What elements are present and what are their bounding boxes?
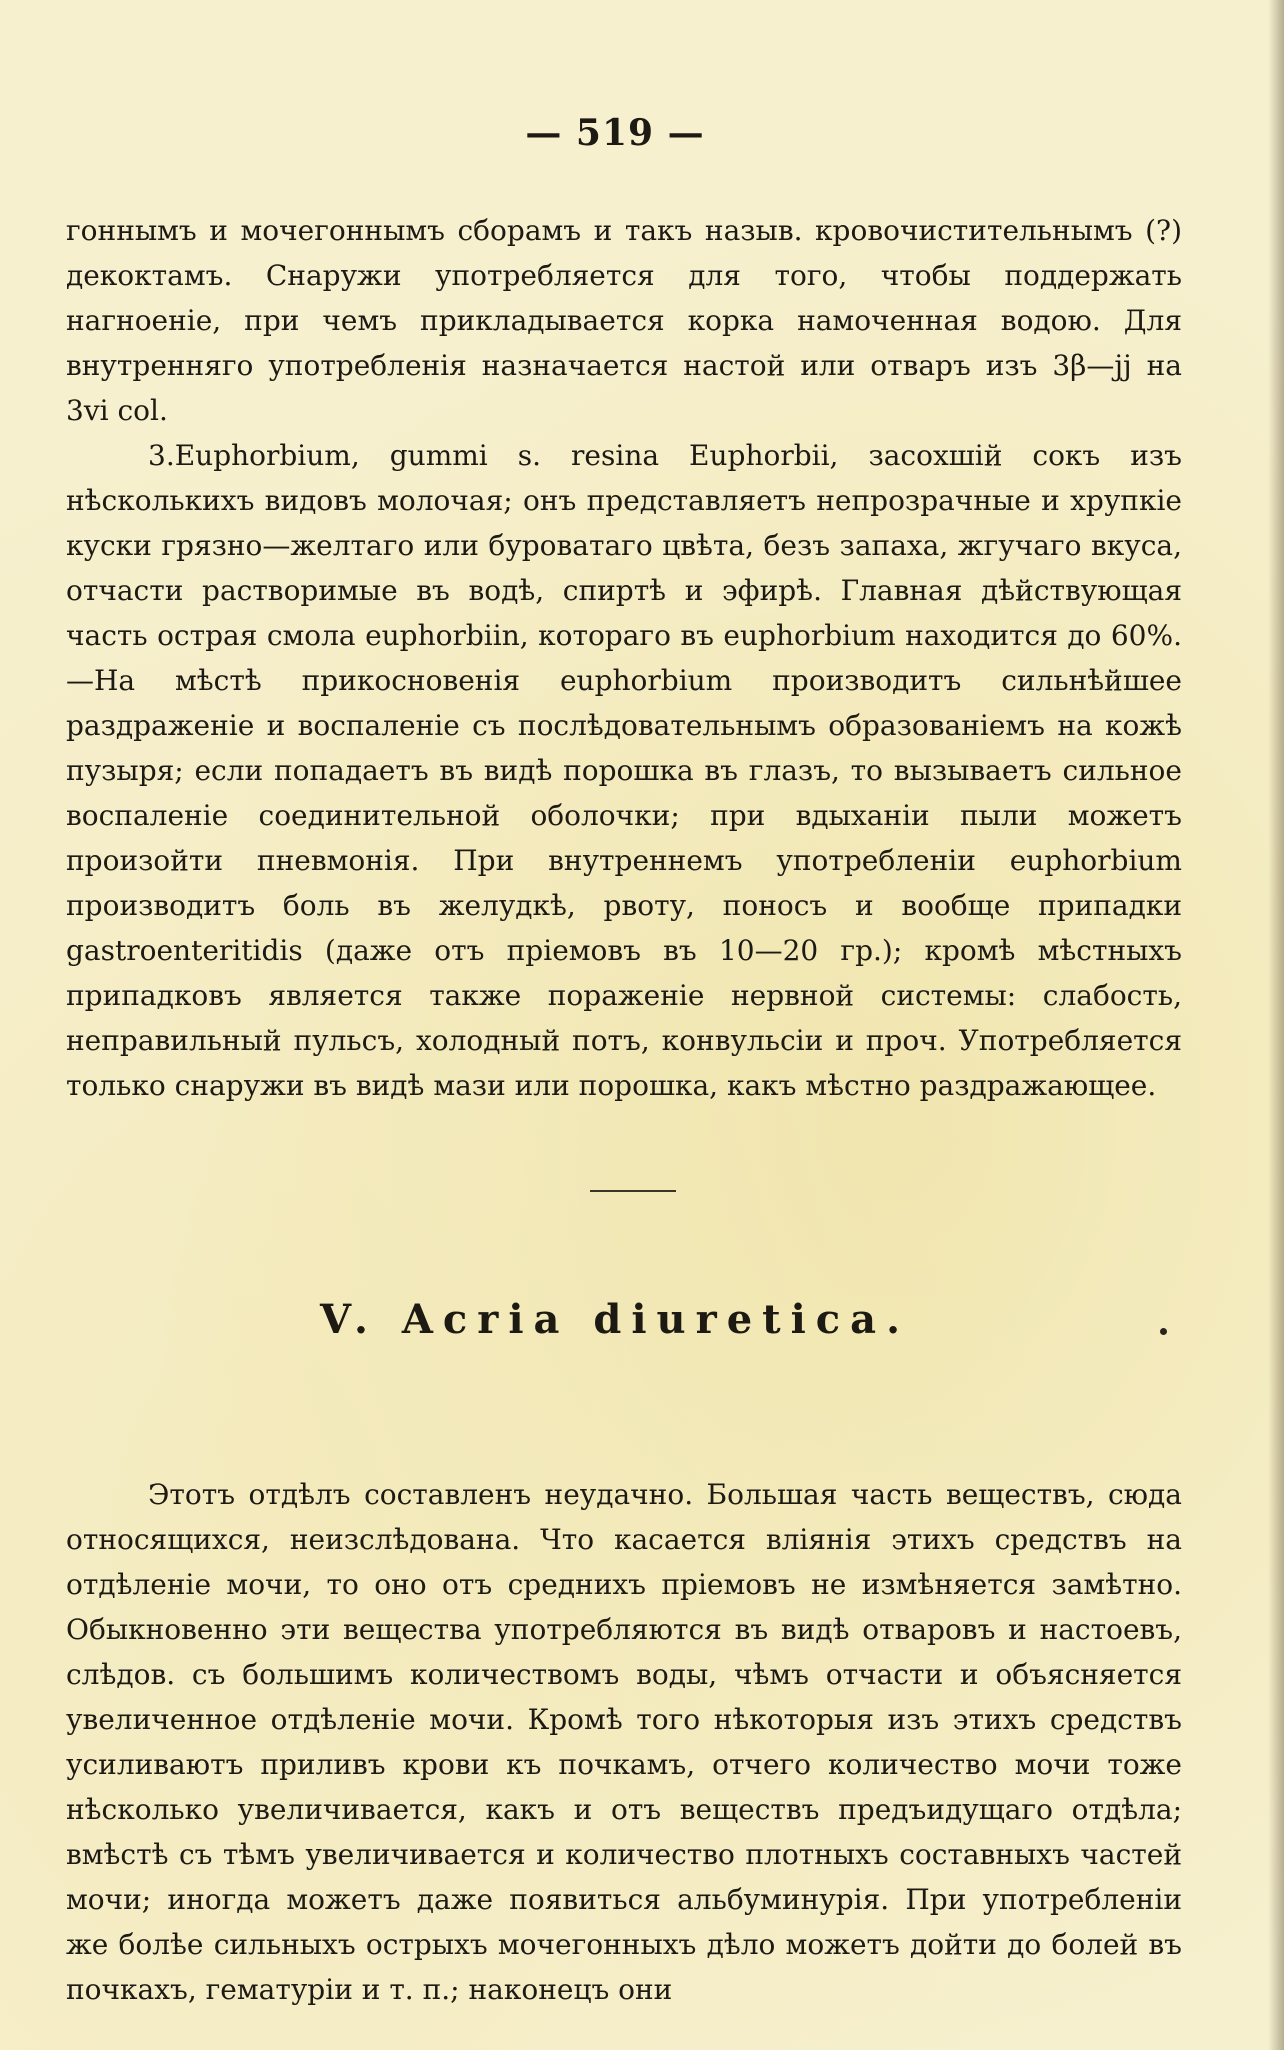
section-divider: [590, 1190, 676, 1192]
paragraph-continued: гоннымъ и мочегоннымъ сборамъ и такъ назыв. кровочистительнымъ (?) декоктамъ. Снаружи употребляется для того, чтобы поддержать нагноеніе, при чемъ прикладывается корка намоченная водою. Для внутренняго употребленія назначается настой или отваръ изъ 3β—jj на 3vi col.: [66, 214, 1182, 427]
print-speck: [1160, 1328, 1167, 1335]
page-number: — 519 —: [525, 112, 705, 154]
section-heading: V. Acria diuretica.: [319, 1296, 911, 1343]
text-block-continuation: [66, 208, 1182, 1108]
text-block-acria-diuretica: [66, 1472, 1182, 2012]
page-edge-shadow: [1268, 0, 1284, 2050]
paragraph-acria-diuretica: Этотъ отдѣлъ составленъ неудачно. Большая часть веществъ, сюда относящихся, неизслѣдована. Что касается вліянія этихъ средствъ на отдѣленіе мочи, то оно отъ среднихъ пріемовъ не измѣняется замѣтно. Обыкновенно эти вещества употребляются въ видѣ отваровъ и настоевъ, слѣдов. съ большимъ количествомъ воды, чѣмъ отчасти и объясняется увеличенное отдѣленіе мочи. Кромѣ того нѣкоторыя изъ этихъ средствъ усиливаютъ приливъ крови къ почкамъ, отчего количество мочи тоже нѣсколько увеличивается, какъ и отъ веществъ предъидущаго отдѣла; вмѣстѣ съ тѣмъ увеличивается и количество плотныхъ составныхъ частей мочи; иногда можетъ даже появиться альбуминурія. При употребленіи же болѣе сильныхъ острыхъ мочегонныхъ дѣло можетъ дойти до болей въ почкахъ, гематуріи и т. п.; наконецъ они: [66, 1478, 1182, 2006]
paragraph-euphorbium: 3.Euphorbium, gummi s. resina Euphorbii, засохшій сокъ изъ нѣсколькихъ видовъ молочая; онъ представляетъ непрозрачные и хрупкіе куски грязно—желтаго или буроватаго цвѣта, безъ запаха, жгучаго вкуса, отчасти растворимые въ водѣ, спиртѣ и эфирѣ. Главная дѣйствующая часть острая смола euphorbiin, котораго въ euphorbium находится до 60%.—На мѣстѣ прикосновенія euphorbium производитъ сильнѣйшее раздраженіе и воспаленіе съ послѣдовательнымъ образованіемъ на кожѣ пузыря; если попадаетъ въ видѣ порошка въ глазъ, то вызываетъ сильное воспаленіе соединительной оболочки; при вдыханіи пыли можетъ произойти пневмонія. При внутреннемъ употребленіи euphorbium производитъ боль въ желудкѣ, рвоту, поносъ и вообще припадки gastroenteritidis (даже отъ пріемовъ въ 10—20 гр.); кромѣ мѣстныхъ припадковъ является также пораженіе нервной системы: слабость, неправильный пульсъ, холодный потъ, конвульсіи и проч. Употребляется только снаружи въ видѣ мази или порошка, какъ мѣстно раздражающее.: [66, 439, 1182, 1102]
